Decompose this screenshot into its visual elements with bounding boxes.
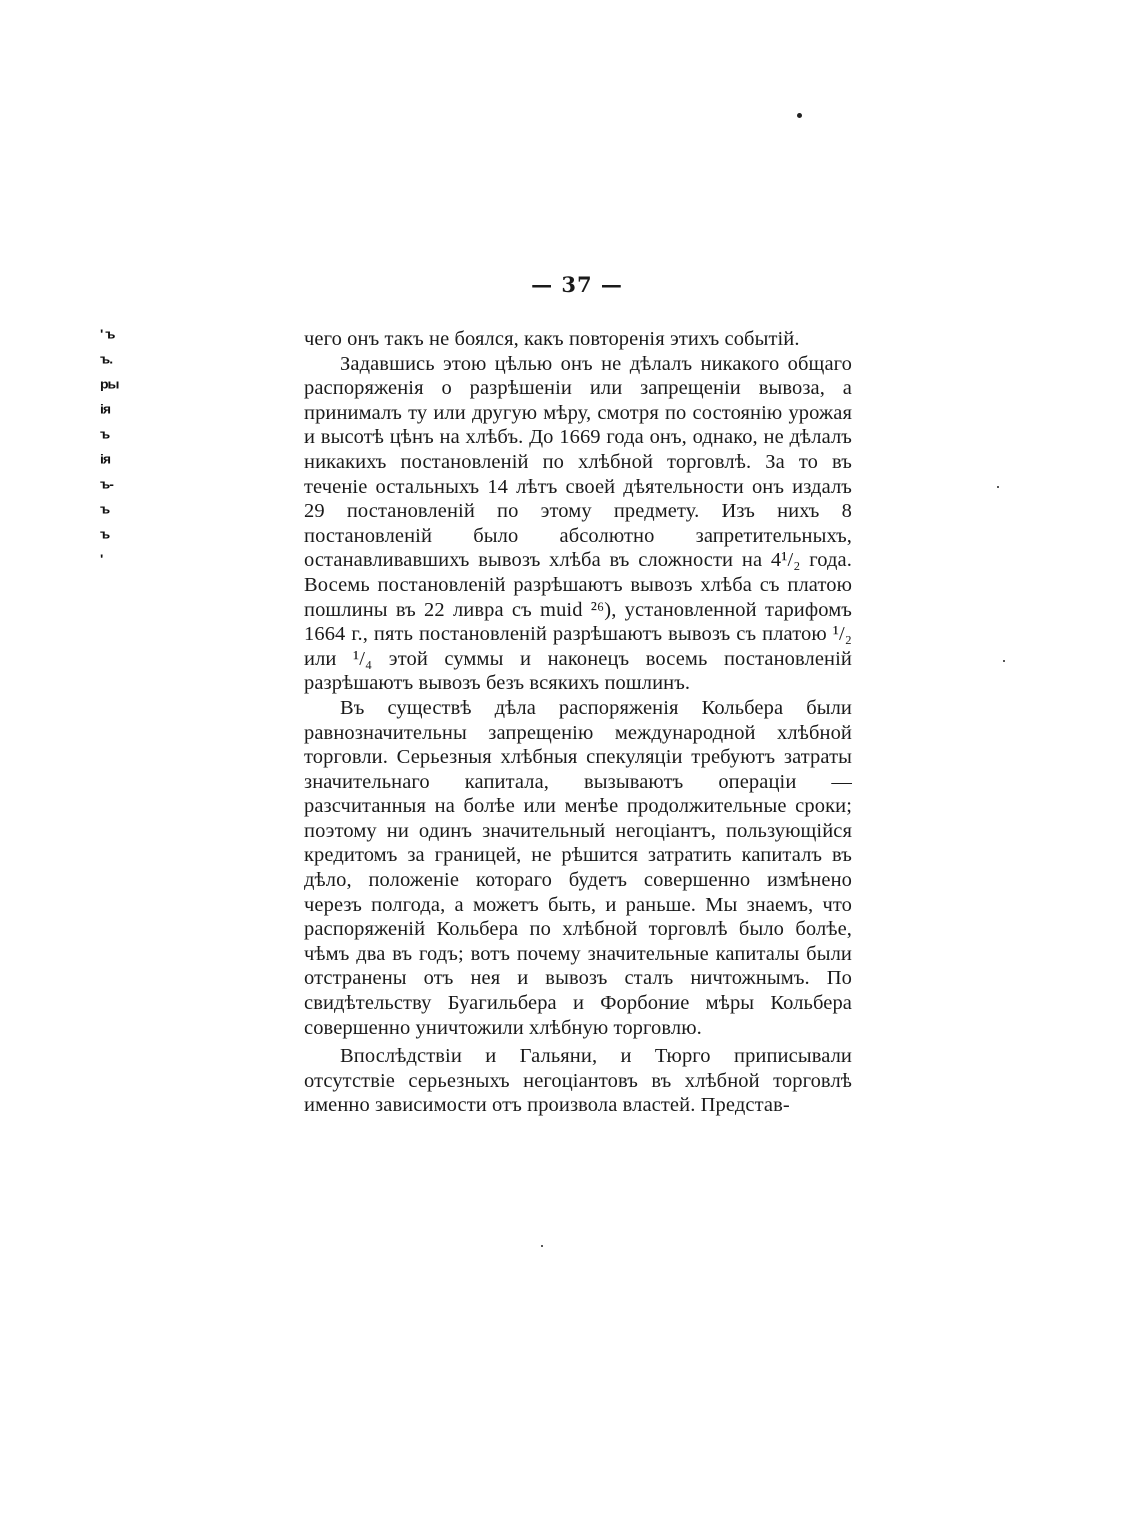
- margin-fragment: ъ: [100, 526, 110, 542]
- margin-fragment: ' ъ: [100, 326, 115, 342]
- margin-fragment: ъ: [100, 501, 110, 517]
- margin-fragment: ъ-: [100, 476, 113, 492]
- margin-fragment: ': [100, 551, 103, 567]
- print-speck: [997, 486, 999, 488]
- margin-fragment: ры: [100, 376, 119, 392]
- paragraph: Задавшись этою цѣлью онъ не дѣлалъ никакого общаго распоряженія о разрѣшеніи или запрещеніи вывоза, а принималъ ту или другую мѣру, смотря по состоянію урожая и высотѣ цѣнъ на хлѣбъ. До 1669 года онъ, однако, не дѣлалъ никакихъ постановленій по хлѣбной торговлѣ. За то въ теченіе остальныхъ 14 лѣтъ своей дѣятельности онъ издалъ 29 постановленій по этому предмету. Изъ нихъ 8 постановленій было абсолютно запретительныхъ, останавливавшихъ вывозъ хлѣба въ сложности на 4¹/₂ года. Восемь постановленій разрѣшаютъ вывозъ хлѣба съ платою пошлины въ 22 ливра съ muid ²⁶), установленной тарифомъ 1664 г., пять постановленій разрѣшаютъ вывозъ съ платою ¹/₂ или ¹/₄ этой суммы и наконецъ восемь постановленій разрѣшаютъ вывозъ безъ всякихъ пошлинъ.: [304, 352, 852, 695]
- print-speck: [541, 1245, 543, 1247]
- body-text: [304, 327, 852, 1118]
- paragraph: чего онъ такъ не боялся, какъ повторенія этихъ событій.: [304, 328, 800, 350]
- page-number: — 37 —: [531, 272, 623, 297]
- margin-text-fragments: [100, 322, 146, 572]
- paragraph: Въ существѣ дѣла распоряженія Кольбера были равнозначительны запрещенію международной хлѣбной торговли. Серьезныя хлѣбныя спекуляціи требуютъ затраты значительнаго капитала, вызываютъ операціи — разсчитанныя на болѣе или менѣе продолжительные сроки; поэтому ни одинъ значительный негоціантъ, пользующійся кредитомъ за границей, не рѣшится затратить капиталъ въ дѣло, положеніе котораго будетъ совершенно измѣнено черезъ полгода, а можетъ быть, и раньше. Мы знаемъ, что распоряженій Кольбера по хлѣбной торговлѣ было болѣе, чѣмъ два въ годъ; вотъ почему значительные капиталы были отстранены отъ нея и вывозъ сталъ ничтожнымъ. По свидѣтельству Буагильбера и Форбоние мѣры Кольбера совершенно уничтожили хлѣбную торговлю.: [304, 696, 852, 1039]
- margin-fragment: ія: [100, 401, 111, 417]
- print-speck: [797, 113, 802, 118]
- margin-fragment: ъ: [100, 426, 110, 442]
- paragraph: Впослѣдствіи и Гальяни, и Тюрго приписывали отсутствіе серьезныхъ негоціантовъ въ хлѣбной торговлѣ именно зависимости отъ произвола властей. Представ-: [304, 1045, 852, 1117]
- margin-fragment: ія: [100, 451, 111, 467]
- margin-fragment: ъ.: [100, 351, 113, 367]
- print-speck: [1003, 660, 1005, 662]
